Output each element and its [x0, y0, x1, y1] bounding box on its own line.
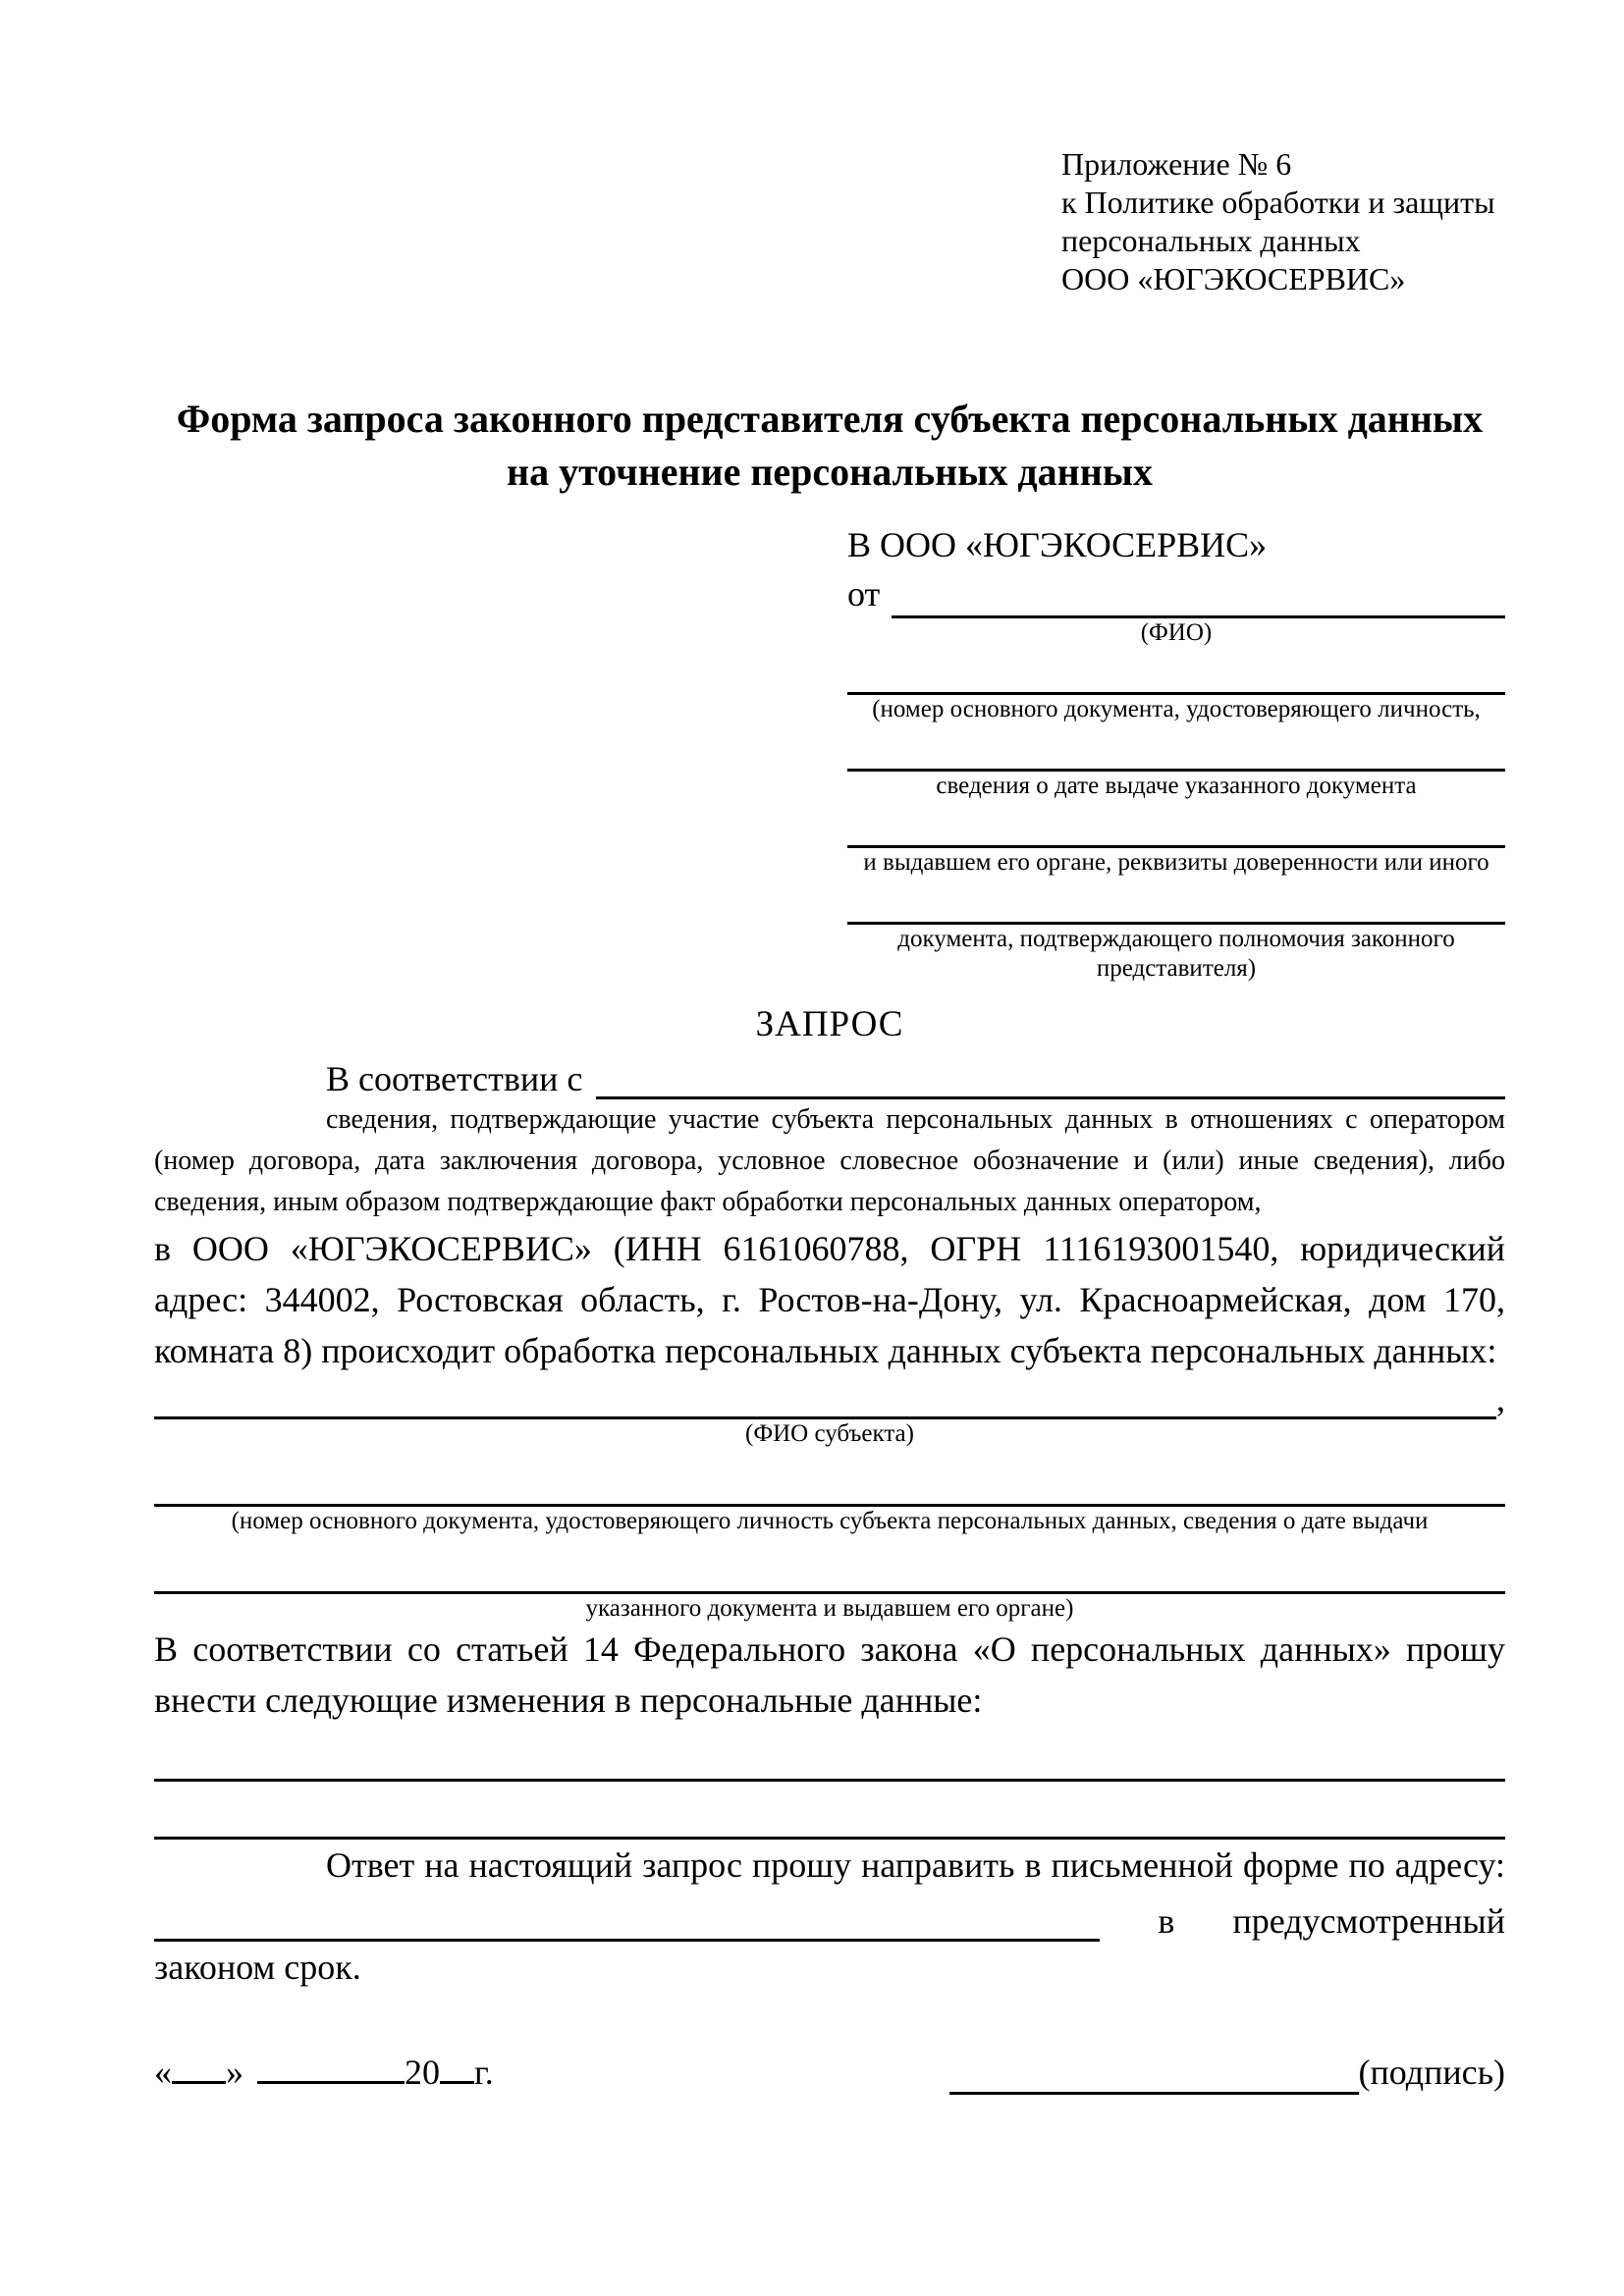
date-day-blank [172, 2052, 226, 2084]
addressee-to: В ООО «ЮГЭКОСЕРВИС» [847, 525, 1268, 564]
answer-address-row [154, 1891, 1505, 1942]
date-year-prefix: 20 [405, 2053, 440, 2092]
subject-doc-blank-field [154, 1449, 1505, 1507]
appendix-header-line: персональных данных [1061, 223, 1361, 258]
law-paragraph: В соответствии со статьей 14 Федерального закона «О персональных данных» прошу внести следующие изменения в персональные данные: [154, 1629, 1505, 1720]
subject-fio-blank-field [154, 1381, 1496, 1419]
date-open-quote: « [154, 2053, 172, 2092]
changes-blank-field-1 [154, 1741, 1505, 1782]
subject-doc-caption-2: указанного документа и выдавшем его органе) [585, 1595, 1074, 1622]
appendix-header-line: ООО «ЮГЭКОСЕРВИС» [1061, 261, 1406, 296]
trailing-comma: , [1496, 1379, 1505, 1418]
form-title [154, 393, 1505, 499]
signature-caption: (подпись) [1358, 2053, 1505, 2092]
from-label: от [847, 574, 881, 614]
appendix-header-line: Приложение № 6 [1061, 146, 1292, 182]
appendix-header [1061, 145, 1505, 298]
operator-paragraph: в ООО «ЮГЭКОСЕРВИС» (ИНН 6161060788, ОГРН 1116193001540, юридический адрес: 344002, Ростовская область, г. Ростов-на-Дону, ул. Красноармейская, дом 170, комната 8) происходит обработка персональных данных субъекта персональных данных: [154, 1229, 1505, 1370]
representative-doc-caption-3: и выдавшем его органе, реквизиты доверенности или иного [863, 849, 1489, 876]
signature-field [949, 2050, 1505, 2095]
date-month-blank [257, 2052, 405, 2084]
date-field [154, 2050, 494, 2095]
changes-blank-field-2 [154, 1782, 1505, 1840]
subject-doc-issuer-blank-field [154, 1536, 1505, 1594]
representative-doc-caption-2: сведения о дате выдаче указанного документа [936, 773, 1417, 799]
form-title-line1: Форма запроса законного представителя субъекта персональных данных [176, 397, 1484, 441]
appendix-header-line: к Политике обработки и защиты [1061, 185, 1495, 220]
in-accordance-label: В соответствии с [326, 1059, 583, 1098]
subject-fio-caption: (ФИО субъекта) [745, 1420, 914, 1447]
date-year-suffix: г. [474, 2053, 494, 2092]
answer-predusmotrenny-word: предусмотренный [1232, 1901, 1505, 1941]
in-accordance-row [154, 1050, 1505, 1099]
answer-tail: законом срок. [154, 1948, 361, 1987]
basis-fine-print: сведения, подтверждающие участие субъекта персональных данных в отношениях с оператором (номер договора, дата заключения договора, условное словесное обозначение и (или) иные сведения), либо сведения, иным образом подтверждающие факт обработки персональных данных оператором, [154, 1104, 1505, 1217]
date-year-blank [440, 2052, 474, 2084]
signature-blank-field [949, 2058, 1359, 2095]
date-signature-row [154, 2050, 1505, 2095]
fio-caption: (ФИО) [1140, 619, 1213, 646]
representative-authority-blank-field [847, 878, 1505, 925]
addressee-block [847, 520, 1505, 984]
subject-fio-row [154, 1379, 1505, 1419]
representative-doc-blank-field [847, 648, 1505, 695]
answer-in-word: в [1158, 1901, 1175, 1941]
representative-doc-caption-1: (номер основного документа, удостоверяющего личность, [872, 696, 1481, 722]
representative-doc-issuer-blank-field [847, 801, 1505, 848]
subject-doc-caption-1: (номер основного документа, удостоверяющего личность субъекта персональных данных, сведения о дате выдачи [231, 1508, 1429, 1534]
form-title-line2: на уточнение персональных данных [507, 450, 1153, 494]
representative-doc-date-blank-field [847, 724, 1505, 772]
answer-paragraph: Ответ на настоящий запрос прошу направить в письменной форме по адресу: [326, 1845, 1505, 1885]
date-close-quote: » [226, 2053, 244, 2092]
request-heading: ЗАПРОС [755, 1004, 904, 1044]
from-row [847, 569, 1505, 618]
representative-doc-caption-4: документа, подтверждающего полномочия законного представителя) [897, 926, 1455, 982]
